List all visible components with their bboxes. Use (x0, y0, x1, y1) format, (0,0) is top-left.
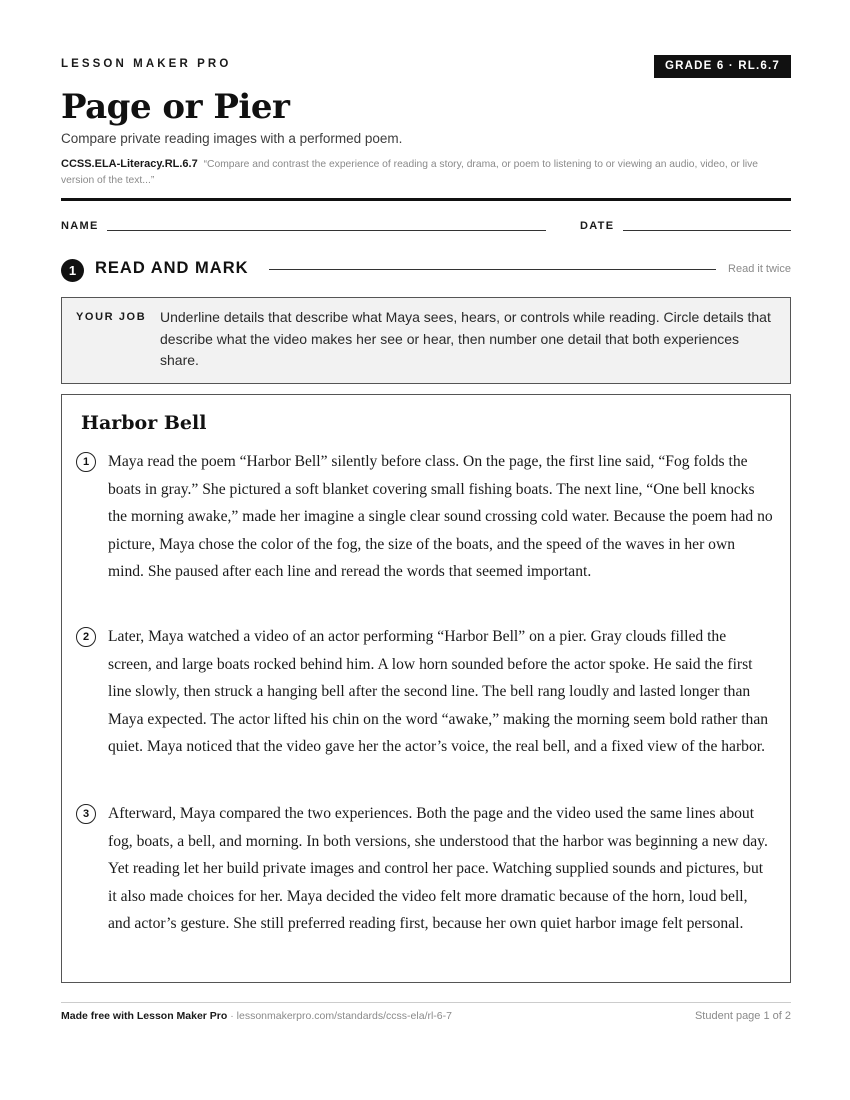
instructions-label: YOUR JOB (76, 311, 147, 323)
name-label: NAME (61, 220, 99, 232)
footer-credit (61, 1010, 452, 1022)
footer-separator: · (227, 1010, 237, 1022)
paragraph-number: 1 (76, 452, 96, 472)
section-note: Read it twice (728, 263, 791, 275)
passage-paragraph: Afterward, Maya compared the two experiences. Both the page and the video used the same lines about fog, boats, a bell, and morning. In both versions, she understood that the harbor was beginning a new day. Yet reading let her build private images and control her pace. Watching supplied sounds and pictures, but it also made choices for her. Maya decided the video felt more dramatic because of the horn, loud bell, and actor’s gesture. She still preferred reading first, because her own quiet harbor image felt personal. (108, 805, 768, 932)
page-title: Page or Pier (61, 87, 290, 127)
section-title: READ AND MARK (95, 259, 249, 277)
passage-paragraph: Later, Maya watched a video of an actor performing “Harbor Bell” on a pier. Gray clouds filled the screen, and large boats rocked behind him. A low horn sounded before the actor spoke. He said the first line slowly, then struck a hanging bell after the second line. The bell rang loudly and lasted longer than Maya expected. The actor lifted his chin on the word “awake,” making the morning seem bold rather than quiet. Maya noticed that the video gave her the actor’s voice, the real bell, and a fixed view of the harbor. (108, 628, 769, 755)
instructions-text: Underline details that describe what Maya sees, hears, or controls while reading. Circle details that describe what the video makes her see or hear, then number one detail that both experiences share. (160, 309, 771, 369)
page-subtitle: Compare private reading images with a performed poem. (61, 131, 403, 146)
passage-title: Harbor Bell (81, 412, 207, 434)
paragraph-number: 3 (76, 804, 96, 824)
footer-divider (61, 1002, 791, 1003)
footer-made-free: Made free with Lesson Maker Pro (61, 1010, 228, 1022)
standard-code: CCSS.ELA-Literacy.RL.6.7 (61, 158, 198, 170)
name-field[interactable] (107, 230, 546, 231)
grade-badge: GRADE 6 · RL.6.7 (654, 55, 791, 78)
reading-passage (61, 394, 791, 983)
footer-url-link[interactable]: lessonmakerpro.com/standards/ccss-ela/rl-6-7 (236, 1010, 452, 1022)
header-divider (61, 198, 791, 201)
section-divider (269, 269, 716, 270)
section-number-badge: 1 (61, 259, 84, 282)
passage-paragraph: Maya read the poem “Harbor Bell” silently before class. On the page, the first line said, “Fog folds the boats in gray.” She pictured a soft blanket covering small fishing boats. The next line, “One bell knocks the morning awake,” made her imagine a single clear sound crossing cold water. Because the poem had no picture, Maya chose the color of the fog, the size of the boats, and the speed of the waves in her own mind. She paused after each line and reread the words that seemed important. (108, 453, 773, 580)
brand-name: LESSON MAKER PRO (61, 58, 232, 70)
date-field[interactable] (623, 230, 791, 231)
instructions-box (61, 297, 791, 384)
standard-description (61, 156, 791, 189)
page-indicator: Student page 1 of 2 (694, 1010, 791, 1022)
date-label: DATE (580, 220, 615, 232)
standard-text: “Compare and contrast the experience of reading a story, drama, or poem to listening to or viewing an audio, video, or live version of the text...” (61, 159, 759, 186)
paragraph-number: 2 (76, 627, 96, 647)
